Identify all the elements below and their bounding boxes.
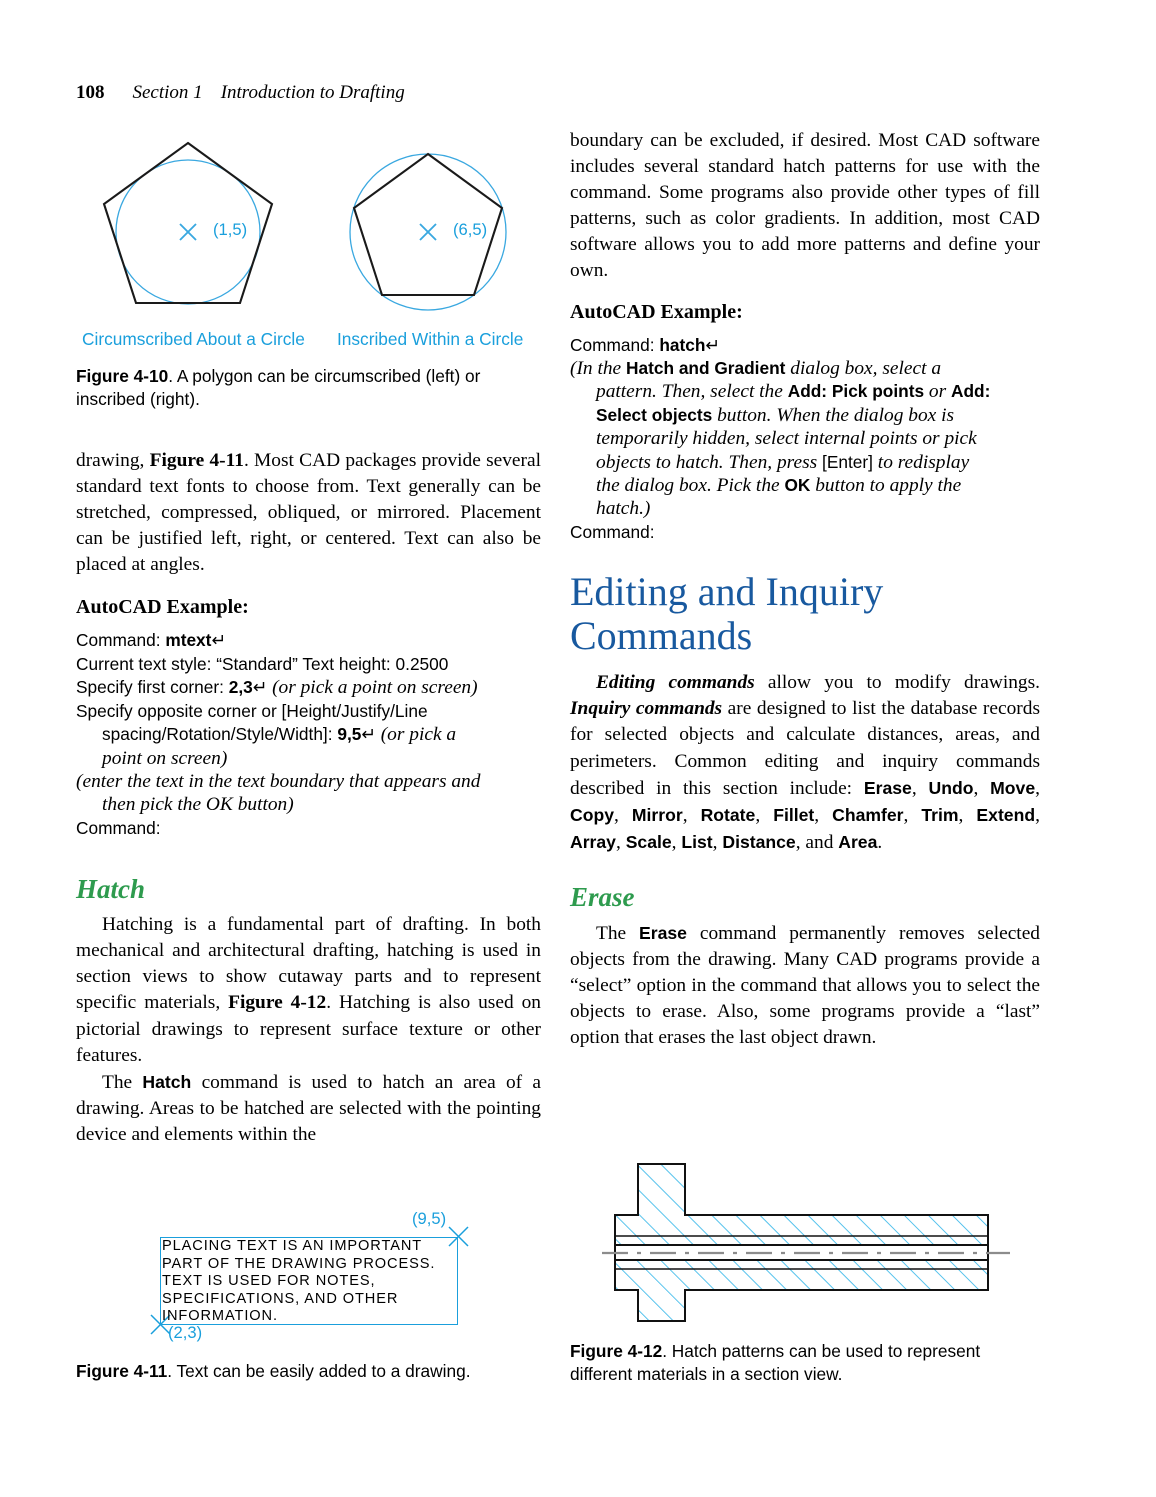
enter-key-label: [Enter]	[822, 451, 873, 472]
first-corner-value: 2,3	[228, 677, 253, 698]
command-rotate: Rotate	[700, 804, 756, 825]
right-paragraph-continued: boundary can be excluded, if desired. Most CAD software includes several standard hatch patterns for use with the command. Some programs also provide other types of fill patterns, such as color gradients. In addition, most CAD software allows you to add more patterns and define your own.	[570, 130, 1040, 282]
figure-4-11-caption-text: . Text can be easily added to a drawing.	[167, 1361, 471, 1381]
hatch-cmd-line-8: hatch.)	[596, 498, 651, 520]
figure-ref-4-12: Figure 4-12	[228, 992, 327, 1014]
figure-4-12-caption-label: Figure 4-12	[570, 1341, 663, 1361]
figure-4-10-left-label: Circumscribed About a Circle	[82, 329, 305, 349]
command-undo: Undo	[928, 777, 974, 798]
upper-section-fill	[615, 1164, 988, 1245]
mtext-line: TEXT IS USED FOR NOTES,	[162, 1273, 376, 1290]
cmd-line-8: then pick the OK button)	[102, 794, 294, 816]
heading-line-2: Commands	[570, 613, 753, 659]
hatch-cmd-line-9: Command:	[570, 521, 655, 542]
autocad-example-heading-left: AutoCAD Example:	[76, 596, 249, 619]
right-point-label: (6,5)	[453, 220, 488, 239]
command-array: Array	[570, 831, 616, 852]
cmd-line-4: Specify opposite corner or [Height/Justify/Line	[76, 700, 428, 721]
figure-4-11-caption-label: Figure 4-11	[76, 1361, 168, 1381]
section-number: Section 1	[132, 82, 203, 103]
figure-4-12-caption-text: . Hatch patterns can be used to represent different materials in a section view.	[570, 1341, 981, 1384]
hatch-paragraph-2: The Hatch command is used to hatch an area of a drawing. Areas to be hatched are selected with the pointing device and elements within the	[76, 1071, 542, 1145]
figure-4-10-right-label: Inscribed Within a Circle	[337, 329, 524, 349]
running-head	[76, 82, 405, 104]
left-column	[76, 365, 541, 1148]
editing-inquiry-intro-paragraph: Editing commands allow you to modify drawings. Inquiry commands are designed to list the database records for selected objects and calculate distances, areas, and perimeters. Common editing and inquiry commands described in this section include: Erase, Undo, Move, Copy, Mirror, Rotate, Fillet, Chamfer, Trim, Extend, Array, Scale, List, Distance, and Area.	[570, 672, 1040, 853]
mtext-line: PLACING TEXT IS AN IMPORTANT	[162, 1238, 423, 1254]
command-extend: Extend	[976, 804, 1036, 825]
ok-button-label: OK	[784, 475, 811, 495]
command-scale: Scale	[625, 831, 672, 852]
hatch-command-token: hatch	[659, 334, 706, 355]
center-marker-right-icon	[420, 224, 436, 240]
command-mirror: Mirror	[631, 804, 683, 825]
figure-4-12-caption	[570, 1340, 1040, 1385]
add-label: Add:	[951, 381, 991, 402]
command-trim: Trim	[921, 804, 959, 825]
command-area: Area	[838, 831, 878, 852]
hatch-command-name: Hatch	[142, 1071, 192, 1092]
command-erase: Erase	[863, 777, 912, 798]
return-symbol-icon: ↵	[211, 630, 226, 651]
mtext-line: SPECIFICATIONS, AND OTHER	[162, 1290, 399, 1307]
hatch-cmd-line-4: Select objects button. When the dialog box is	[596, 404, 955, 426]
cmd-line-7: (enter the text in the text boundary that appears and	[76, 770, 481, 792]
mtext-command-listing	[76, 629, 541, 840]
erase-heading: Erase	[570, 881, 635, 912]
right-column	[570, 128, 1040, 1051]
paragraph-text-continued	[76, 448, 541, 578]
dialog-box-name: Hatch and Gradient	[626, 357, 786, 378]
figure-4-11-point-top-right: (9,5)	[412, 1209, 447, 1228]
cmd-line-6: point on screen)	[102, 747, 228, 769]
editing-inquiry-section-heading	[570, 570, 1040, 658]
cmd-line-3: Specify first corner: 2,3↵ (or pick a point on screen)	[76, 677, 478, 699]
cmd-line-5: spacing/Rotation/Style/Width]: 9,5↵ (or pick a	[102, 724, 457, 746]
add-pick-points-button: Add: Pick points	[787, 381, 925, 402]
figure-4-10-artwork	[76, 122, 541, 357]
editing-commands-term: Editing commands	[596, 672, 755, 694]
erase-command-name: Erase	[639, 922, 687, 943]
section-title: Introduction to Drafting	[220, 82, 405, 103]
opposite-corner-value: 9,5	[337, 724, 362, 745]
figure-4-11-point-bottom-left: (2,3)	[168, 1323, 203, 1342]
figure-4-10-caption-text: . A polygon can be circumscribed (left) or inscribed (right).	[76, 366, 481, 409]
hatch-cmd-line-3: pattern. Then, select the Add: Pick points or Add:	[596, 381, 991, 403]
hatch-heading: Hatch	[76, 874, 146, 905]
section-view-hatch-diagram	[590, 1118, 1035, 1333]
hatch-cmd-line-7: the dialog box. Pick the OK button to apply the	[596, 475, 962, 496]
return-symbol-icon: ↵	[361, 724, 376, 745]
mtext-line: PART OF THE DRAWING PROCESS.	[162, 1255, 436, 1272]
return-symbol-icon: ↵	[705, 334, 720, 355]
command-distance: Distance	[722, 831, 796, 852]
erase-paragraph: The Erase command permanently removes selected objects from the drawing. Many CAD programs provide a “select” option in the command that allows you to select the objects to erase. Also, some programs provide a “last” option that erases the last object drawn.	[570, 922, 1040, 1049]
hatch-cmd-line-1: Command: hatch↵	[570, 334, 720, 355]
para-rest: . Most CAD packages provide several standard text fonts to choose from. Text generally can be stretched, compressed, obliqued, or mirrored. Placement can be justified left, right, or centered. Text can also be placed at angles.	[76, 450, 541, 576]
left-point-label: (1,5)	[213, 220, 248, 239]
heading-line-1: Editing and Inquiry	[570, 569, 884, 615]
hatch-cmd-line-5: temporarily hidden, select internal points or pick	[596, 428, 977, 450]
figure-4-10-caption-label: Figure 4-10	[76, 366, 169, 386]
page-number: 108	[76, 82, 105, 103]
cmd-line-9: Command:	[76, 817, 161, 838]
autocad-example-heading-right: AutoCAD Example:	[570, 300, 743, 323]
cmd-line-1: Command: mtext↵	[76, 630, 226, 651]
center-marker-left-icon	[180, 224, 196, 240]
figure-4-11-caption	[76, 1360, 541, 1383]
command-list: List	[681, 831, 713, 852]
inquiry-commands-term: Inquiry commands	[570, 698, 723, 720]
para-lead: drawing,	[76, 450, 150, 471]
mtext-line: INFORMATION.	[162, 1308, 278, 1325]
command-chamfer: Chamfer	[832, 804, 904, 825]
figure-ref-4-11: Figure 4-11	[149, 450, 244, 471]
command-fillet: Fillet	[773, 804, 815, 825]
mtext-sample-text	[162, 1238, 462, 1326]
figure-4-11-artwork	[140, 1205, 480, 1340]
figure-4-10-caption	[76, 365, 541, 410]
hatch-command-listing	[570, 334, 1040, 545]
hatch-cmd-line-2: (In the Hatch and Gradient dialog box, select a	[570, 357, 942, 379]
return-symbol-icon: ↵	[252, 677, 268, 698]
command-move: Move	[990, 777, 1036, 798]
hatch-cmd-line-6: objects to hatch. Then, press [Enter] to redisplay	[596, 451, 970, 473]
hatch-paragraph-1: Hatching is a fundamental part of drafting. In both mechanical and architectural drafting, hatching is used in section views to show cutaway parts and to represent specific materials, Figure 4-12. Hatching is also used on pictorial drawings to represent surface texture or other features.	[76, 914, 542, 1066]
command-copy: Copy	[570, 804, 614, 825]
cmd-line-2: Current text style: “Standard” Text height: 0.2500	[76, 653, 449, 674]
mtext-command-name: mtext	[165, 630, 212, 651]
select-objects-button: Select objects	[596, 404, 713, 425]
figure-4-12-artwork	[590, 1118, 1035, 1333]
